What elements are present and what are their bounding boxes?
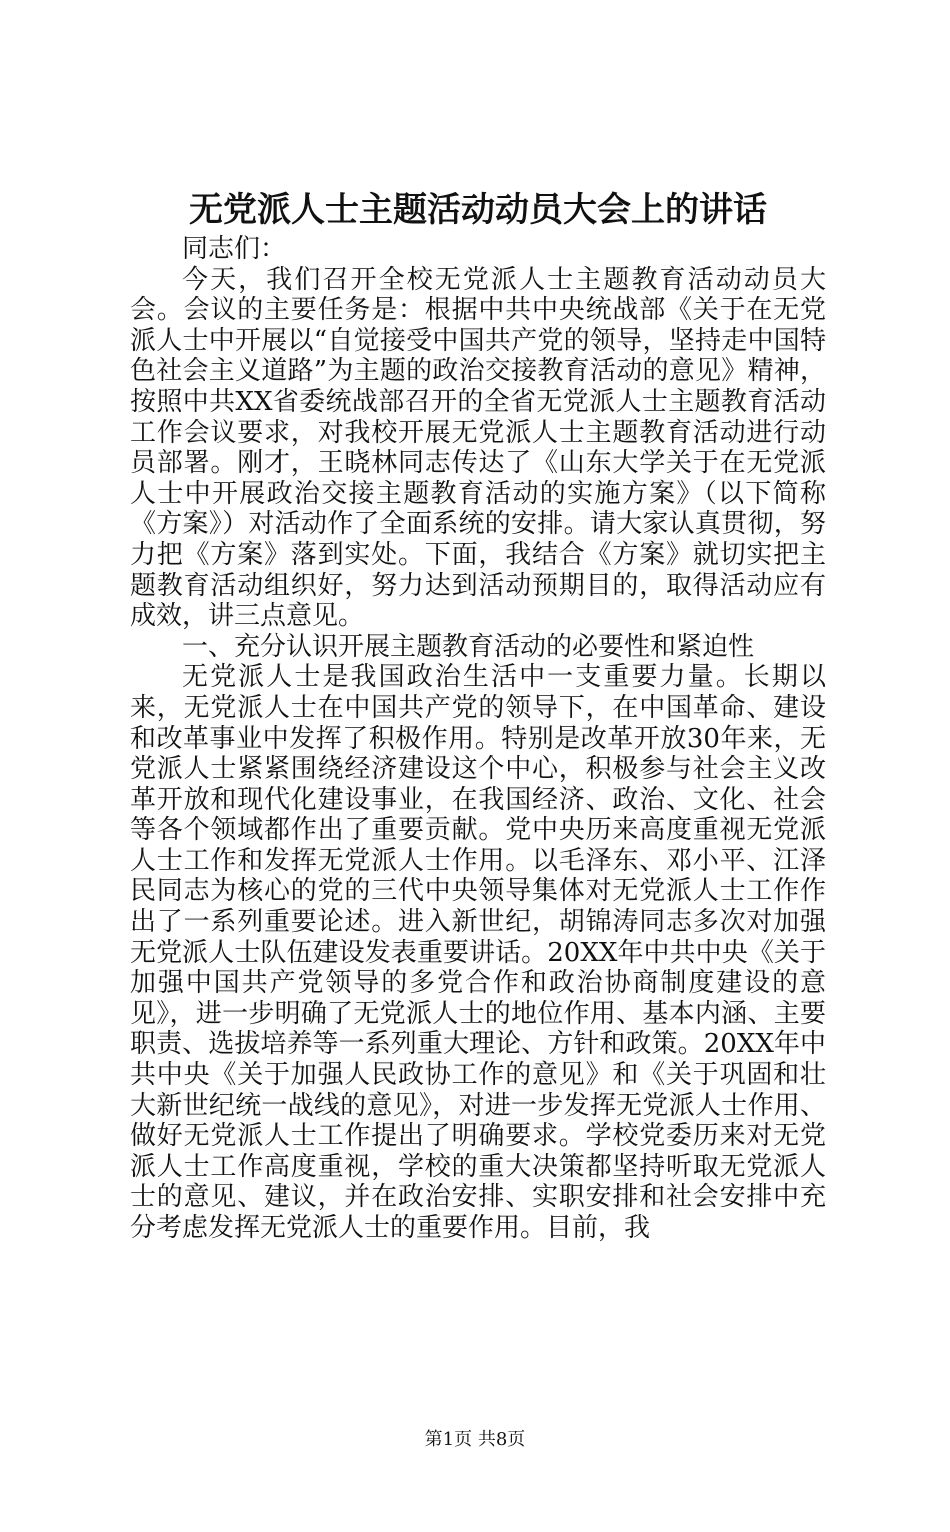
page-footer: 第1页 共8页 [424,1429,526,1450]
document-page [0,188,950,1532]
section-heading-1: 一、充分认识开展主题教育活动的必要性和紧迫性 [182,631,755,662]
salutation: 同志们： [182,234,287,264]
document-title: 无党派人士主题活动动员大会上的讲话 [189,190,767,230]
paragraph-2: 无党派人士是我国政治生活中一支重要力量。长期以来，无党派人士在中国共产党的领导下，在中国革命、建设和改革事业中发挥了积极作用。特别是改革开放30年来，无党派人士紧紧围绕经济建设这个中心，积极参与社会主义改革开放和现代化建设事业，在我国经济、政治、文化、社会等各个领域都作出了重要贡献。党中央历来高度重视无党派人士工作和发挥无党派人士作用。以毛泽东、邓小平、江泽民同志为核心的党的三代中央领导集体对无党派人士工作作出了一系列重要论述。进入新世纪，胡锦涛同志多次对加强无党派人士队伍建设发表重要讲话。20XX年中共中央《关于加强中国共产党领导的多党合作和政治协商制度建设的意见》，进一步明确了无党派人士的地位作用、基本内涵、主要职责、选拔培养等一系列重大理论、方针和政策。20XX年中共中央《关于加强人民政协工作的意见》和《关于巩固和壮大新世纪统一战线的意见》，对进一步发挥无党派人士作用、做好无党派人士工作提出了明确要求。学校党委历来对无党派人士工作高度重视，学校的重大决策都坚持听取无党派人士的意见、建议，并在政治安排、实职安排和社会安排中充分考虑发挥无党派人士的重要作用。目前，我 [130,662,826,1243]
paragraph-1: 今天，我们召开全校无党派人士主题教育活动动员大会。会议的主要任务是：根据中共中央统战部《关于在无党派人士中开展以“自觉接受中国共产党的领导，坚持走中国特色社会主义道路”为主题的政治交接教育活动的意见》精神，按照中共XX省委统战部召开的全省无党派人士主题教育活动工作会议要求，对我校开展无党派人士主题教育活动进行动员部署。刚才，王晓林同志传达了《山东大学关于在无党派人士中开展政治交接主题教育活动的实施方案》（以下简称《方案》）对活动作了全面系统的安排。请大家认真贯彻，努力把《方案》落到实处。下面，我结合《方案》就切实把主题教育活动组织好，努力达到活动预期目的，取得活动应有成效，讲三点意见。 [130,264,826,632]
